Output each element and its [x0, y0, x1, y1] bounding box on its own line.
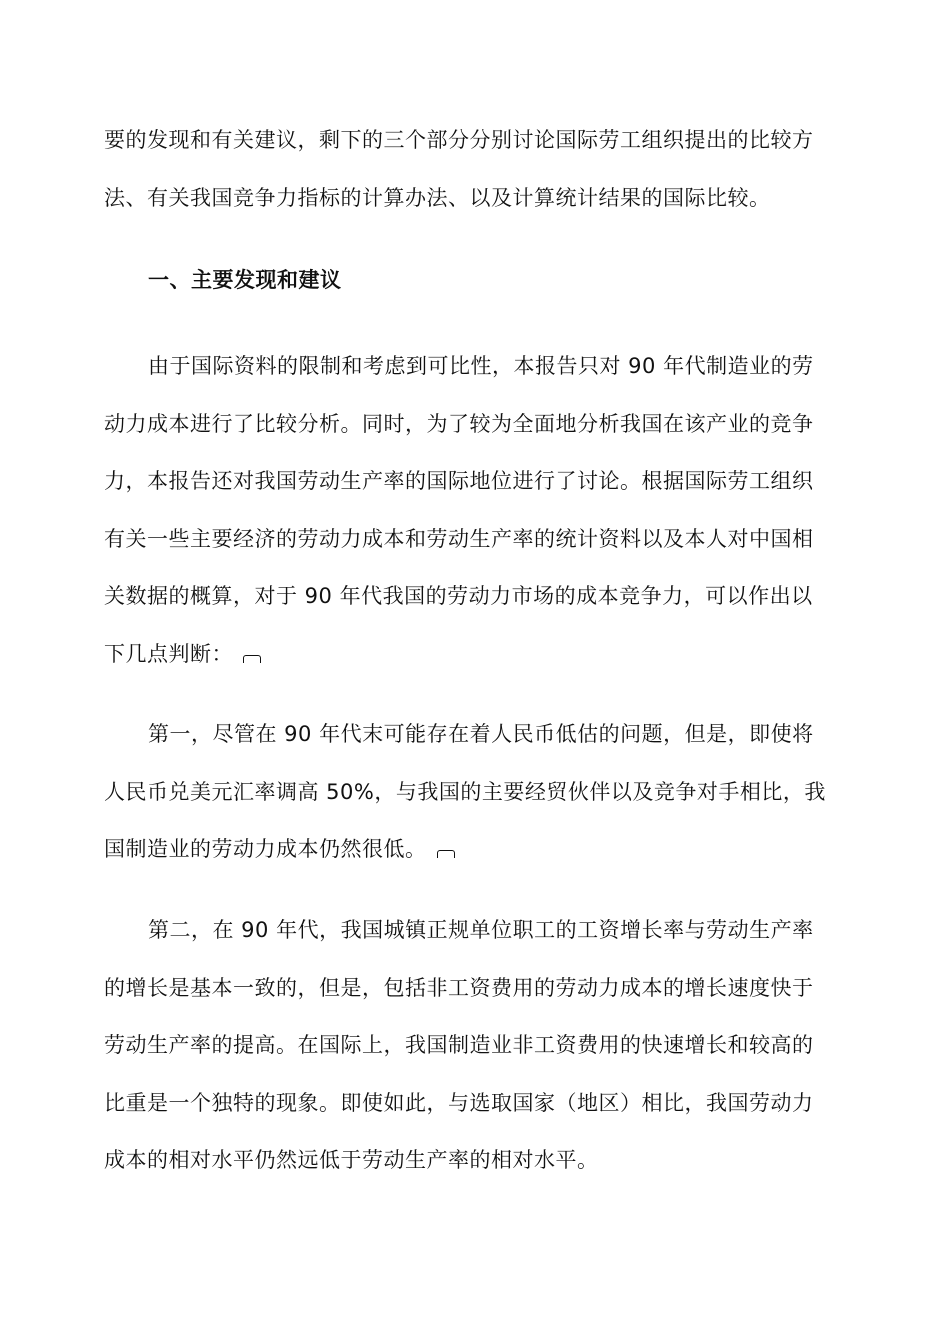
paragraph-intro-findings: [104, 338, 864, 683]
text-line-with-mark: [104, 626, 864, 684]
footnote-mark-icon: [437, 850, 455, 858]
text-line: 第一，尽管在 90 年代末可能存在着人民币低估的问题，但是，即使将: [148, 722, 814, 746]
paragraph-second-finding: [104, 902, 864, 1190]
text-line: 第二，在 90 年代，我国城镇正规单位职工的工资增长率与劳动生产率: [148, 918, 814, 942]
text-line: 比重是一个独特的现象。即使如此，与选取国家（地区）相比，我国劳动力: [104, 1090, 814, 1115]
section-heading: 一、主要发现和建议: [148, 268, 342, 292]
text-line: 由于国际资料的限制和考虑到可比性，本报告只对 90 年代制造业的劳: [148, 354, 814, 378]
text-line: 的增长是基本一致的，但是，包括非工资费用的劳动力成本的增长速度快于: [104, 975, 814, 1000]
text-line: 动力成本进行了比较分析。同时，为了较为全面地分析我国在该产业的竞争: [104, 411, 814, 436]
footnote-mark-icon: [243, 655, 261, 663]
text-line: 国制造业的劳动力成本仍然很低。: [104, 837, 427, 861]
intro-paragraph: [104, 112, 864, 227]
text-line: 有关一些主要经济的劳动力成本和劳动生产率的统计资料以及本人对中国相: [104, 526, 814, 551]
text-line-with-mark: [104, 821, 864, 879]
text-line: 关数据的概算，对于 90 年代我国的劳动力市场的成本竞争力，可以作出以: [104, 584, 813, 608]
text-line: 要的发现和有关建议，剩下的三个部分分别讨论国际劳工组织提出的比较方: [104, 128, 814, 152]
text-line: 力，本报告还对我国劳动生产率的国际地位进行了讨论。根据国际劳工组织: [104, 469, 814, 493]
text-line: 人民币兑美元汇率调高 50%，与我国的主要经贸伙伴以及竞争对手相比，我: [104, 779, 826, 804]
section-heading-block: [104, 252, 864, 310]
text-line: 下几点判断：: [104, 641, 233, 666]
text-line: 成本的相对水平仍然远低于劳动生产率的相对水平。: [104, 1148, 599, 1172]
text-line: 法、有关我国竞争力指标的计算办法、以及计算统计结果的国际比较。: [104, 185, 771, 210]
text-line: 劳动生产率的提高。在国际上，我国制造业非工资费用的快速增长和较高的: [104, 1033, 814, 1057]
paragraph-first-finding: [104, 706, 864, 879]
